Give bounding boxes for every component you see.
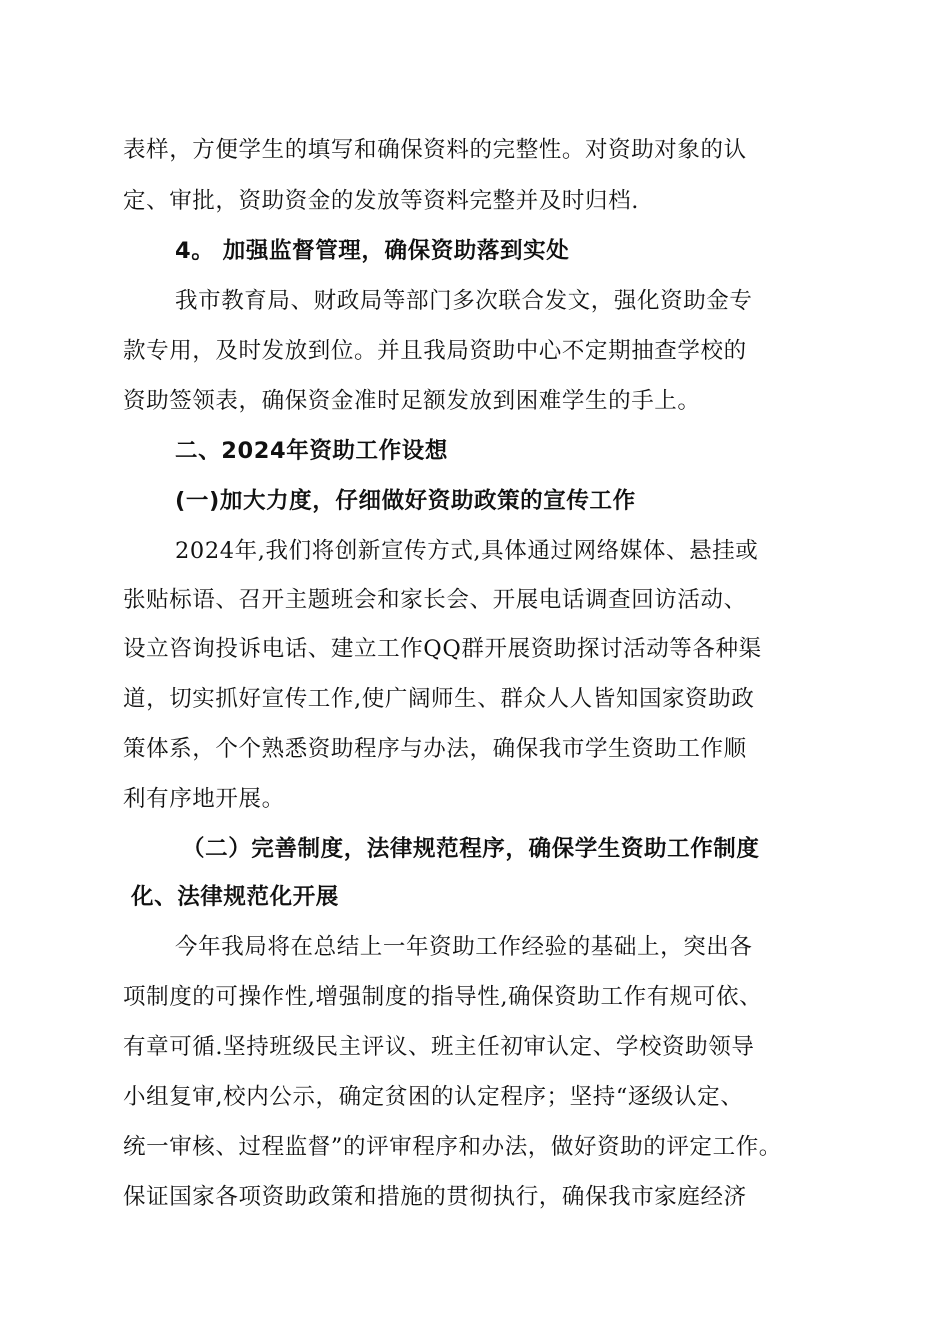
paragraph-line: 项制度的可操作性,增强制度的指导性,确保资助工作有规可依、: [123, 984, 763, 1010]
paragraph-line: 小组复审,校内公示，确定贫困的认定程序；坚持“逐级认定、: [123, 1084, 744, 1110]
paragraph-line: 款专用，及时发放到位。并且我局资助中心不定期抽查学校的: [123, 338, 747, 364]
subsection-heading: 化、法律规范化开展: [131, 884, 339, 910]
paragraph-line: 2024年,我们将创新宣传方式,具体通过网络媒体、悬挂或: [175, 538, 759, 564]
paragraph-line: 今年我局将在总结上一年资助工作经验的基础上，突出各: [175, 934, 753, 960]
paragraph-line: 保证国家各项资助政策和措施的贯彻执行，确保我市家庭经济: [123, 1184, 747, 1210]
paragraph-line: 利有序地开展。: [123, 786, 285, 812]
paragraph-line: 设立咨询投诉电话、建立工作QQ群开展资助探讨活动等各种渠: [123, 636, 762, 662]
paragraph-line: 我市教育局、财政局等部门多次联合发文，强化资助金专: [175, 288, 753, 314]
subsection-heading: (一)加大力度，仔细做好资助政策的宣传工作: [175, 488, 636, 514]
paragraph-line: 有章可循.坚持班级民主评议、班主任初审认定、学校资助领导: [123, 1034, 755, 1060]
subsection-heading: （二）完善制度，法律规范程序，确保学生资助工作制度: [182, 836, 760, 862]
paragraph-line: 统一审核、过程监督”的评审程序和办法，做好资助的评定工作。: [123, 1134, 782, 1160]
paragraph-line: 策体系，个个熟悉资助程序与办法，确保我市学生资助工作顺: [123, 736, 747, 762]
section-heading: 二、2024年资助工作设想: [175, 438, 448, 464]
paragraph-line: 张贴标语、召开主题班会和家长会、开展电话调查回访活动、: [123, 587, 747, 613]
paragraph-line: 定、审批，资助资金的发放等资料完整并及时归档.: [123, 188, 639, 214]
section-heading: 4。 加强监督管理，确保资助落到实处: [175, 238, 570, 264]
paragraph-line: 表样，方便学生的填写和确保资料的完整性。对资助对象的认: [123, 137, 747, 163]
paragraph-line: 道，切实抓好宣传工作,使广阔师生、群众人人皆知国家资助政: [123, 686, 755, 712]
paragraph-line: 资助签领表，确保资金准时足额发放到困难学生的手上。: [123, 388, 701, 414]
